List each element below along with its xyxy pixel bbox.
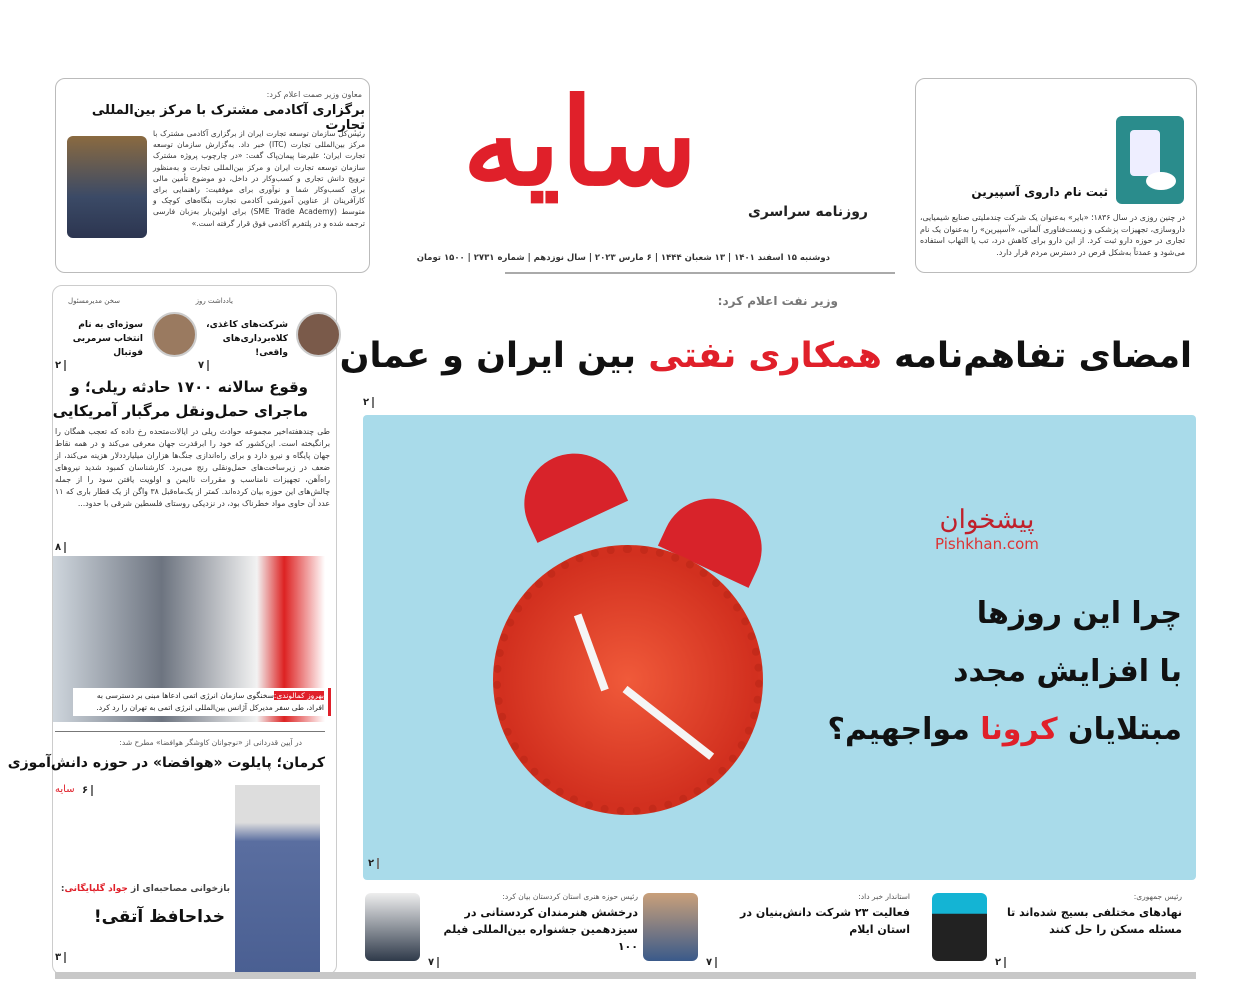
lead-kicker: وزیر نفت اعلام کرد: bbox=[717, 294, 838, 308]
hero-line-3-red: کرونا bbox=[980, 712, 1058, 747]
golpaygani-kicker-b: : bbox=[60, 884, 65, 894]
top-left-body: رئیس‌کل سازمان توسعه تجارت ایران از برگزاری آکادمی مشترک با مرکز بین‌المللی تجارت (ITC) خبر داد. به‌گزارش سازمان توسعه تجارت ایران؛ علیرضا پیمان‌پاک گفت: «در چارچوب پروژه مشترک سازمان توسعه تجارت ایران و مرکز بین‌المللی تجارت و به‌منظور ترویج دانش تجاری و کسب‌وکار در داخل، دو موضوع تأمین مالی برای کسب‌وکار شما و نوآوری برای موفقیت: راهنمایی برای کارآفرینان از عناوین آموزشی آکادمی تجارت بنگاه‌های کوچک و متوسط (SME Trade Academy) برای اولین‌بار به‌زبان فارسی ترجمه شده و در پلتفرم آکادمی فوق قرار گرفته است.» bbox=[153, 129, 365, 228]
kerman-brand: سایه bbox=[55, 784, 75, 795]
top-left-title[interactable]: برگزاری آکادمی مشترک با مرکز بین‌المللی تجارت bbox=[91, 103, 365, 133]
pishkhan-watermark bbox=[935, 505, 1039, 553]
hero-line-2: با افزایش مجدد bbox=[953, 654, 1182, 689]
kerman-kicker: در آیین قدردانی از «نوجوانان کاوشگر هوافضا» مطرح شد: bbox=[119, 738, 302, 747]
footer-bar bbox=[55, 972, 1196, 979]
rail-page: ۸ bbox=[55, 542, 66, 553]
hero-line-3a: مبتلایان bbox=[1057, 712, 1182, 747]
newspaper-logo: سایه bbox=[462, 72, 698, 213]
kamalvandi-text: سخنگوی سازمان انرژی اتمی ادعاها مبنی بر دسترسی به افراد، طی سفر مدیرکل آژانس بین‌المللی انرژی اتمی به تهران را رد کرد. bbox=[96, 691, 324, 712]
bottom-1-kicker: رئیس جمهوری: bbox=[1133, 892, 1182, 901]
president-photo bbox=[932, 893, 987, 961]
art-official-photo bbox=[365, 893, 420, 961]
lead-title-b: بین ایران و عمان bbox=[339, 336, 649, 376]
kerman-page: ۶ bbox=[82, 785, 93, 796]
lead-title-a: امضای تفاهم‌نامه bbox=[881, 336, 1192, 376]
col2-title[interactable]: سوژه‌ای به نام انتخاب سرمربی فوتبال bbox=[72, 320, 143, 358]
col2-page: ۲ bbox=[55, 360, 66, 371]
kamalvandi-name: بهروز کمالوندی: bbox=[273, 691, 324, 700]
bottom-2-page: ۷ bbox=[706, 957, 717, 968]
lead-headline[interactable] bbox=[340, 336, 1192, 376]
col1-title[interactable]: شرکت‌های کاغذی، کلاه‌برداری‌های واقعی! bbox=[206, 320, 288, 358]
dateline: دوشنبه ۱۵ اسفند ۱۴۰۱ | ۱۳ شعبان ۱۴۴۴ | ۶ مارس ۲۰۲۳ | سال نوزدهم | شماره ۲۷۳۱ | ۱۵۰۰ تومان bbox=[416, 253, 830, 263]
newspaper-subtitle: روزنامه سراسری bbox=[748, 204, 868, 220]
kamalvandi-caption bbox=[73, 688, 331, 716]
official-photo bbox=[67, 136, 147, 238]
virus-clock-icon bbox=[493, 545, 763, 815]
hero-line-3b: مواجهیم؟ bbox=[827, 712, 981, 747]
golpaygani-title[interactable]: خداحافظ آتقی! bbox=[93, 907, 225, 927]
hero-headline[interactable] bbox=[828, 585, 1182, 759]
rail-title[interactable]: وقوع سالانه ۱۷۰۰ حادثه ریلی؛ و ماجرای حمل‌ونقل مرگبار آمریکایی bbox=[52, 378, 308, 420]
bottom-3-kicker: رئیس حوزه هنری استان کردستان بیان کرد: bbox=[502, 892, 638, 901]
lead-title-red: همکاری نفتی bbox=[648, 336, 882, 376]
hero-line-1: چرا این روزها bbox=[976, 596, 1182, 631]
watermark-fa: پیشخوان bbox=[939, 505, 1035, 535]
columnist-2-avatar bbox=[152, 312, 197, 357]
hero-page: ۲ bbox=[368, 858, 379, 869]
bottom-1-title[interactable]: نهادهای مختلفی بسیج شده‌اند تا مسئله مسکن را حل کنند bbox=[1006, 906, 1182, 936]
alarm-bell-left bbox=[508, 437, 628, 543]
top-left-kicker: معاون وزیر صمت اعلام کرد: bbox=[266, 90, 362, 99]
hero-line-3 bbox=[828, 701, 1182, 759]
golpaygani-kicker bbox=[61, 884, 230, 894]
rail-body: طی چندهفته‌اخیر مجموعه حوادث ریلی در ایالات‌متحده رخ داده که تعجب همگان را برانگیخته است. این‌کشور که خود را ابرقدرت جهان معرفی می‌کند و در همه نقاط جهان پایگاه و نیرو دارد و برای راه‌اندازی جنگ‌ها هزاران میلیارددلار هزینه می‌کند، از ضعف در زیرساخت‌های حمل‌ونقلی رنج می‌برد. کارشناسان کمبود شدید نیروهای راه‌آهن، تجهیزات نامناسب و مقررات ناایمن و اولویت یافتن سود را از جمله چالش‌های این حوزه بیان کرده‌اند. کمتر از یک‌ماه‌قبل ۳۸ واگن از یک قطار باری که ۱۱ عدد آن حاوی مواد خطرناک بود، در نزدیکی روستای فلسطین شرقی با حدود... bbox=[55, 427, 331, 508]
golpaygani-kicker-a: بازخوانی مصاحبه‌ای از bbox=[127, 884, 230, 894]
col1-page: ۷ bbox=[198, 360, 209, 371]
divider bbox=[55, 731, 325, 732]
golpaygani-page: ۳ bbox=[55, 952, 66, 963]
watermark-en: Pishkhan.com bbox=[935, 535, 1039, 553]
bottom-3-title[interactable]: درخشش هنرمندان کردستانی در سیزدهمین جشنواره بین‌المللی فیلم ۱۰۰ bbox=[443, 906, 638, 953]
golpaygani-photo bbox=[235, 785, 320, 973]
lead-page: ۲ bbox=[363, 397, 374, 408]
columnist-1-avatar bbox=[296, 312, 341, 357]
bottom-3-page: ۷ bbox=[428, 957, 439, 968]
bottom-2-title[interactable]: فعالیت ۲۳ شرکت دانش‌بنیان در استان ایلام bbox=[740, 906, 910, 936]
kerman-title[interactable]: کرمان؛ پایلوت «هوافضا» در حوزه دانش‌آموزی bbox=[7, 755, 325, 771]
aspirin-photo bbox=[1116, 116, 1184, 204]
bottom-1-page: ۲ bbox=[995, 957, 1006, 968]
col1-label: یادداشت روز bbox=[195, 297, 233, 305]
bottom-2-kicker: استاندار خبر داد: bbox=[858, 892, 910, 901]
governor-photo bbox=[643, 893, 698, 961]
masthead-divider bbox=[505, 272, 895, 274]
aspirin-body: در چنین روزی در سال ۱۸۳۶؛ «بایر» به‌عنوان یک شرکت چندملیتی صنایع شیمیایی، داروسازی، تجهیزات پزشکی و زیست‌فناوری آلمانی، «آسپیرین» را به‌عنوان یک نام تجاری در حوزه دارو ثبت کرد. از این دارو برای کاهش درد، تب یا التهاب استفاده می‌شود و عمدتاً به‌شکل قرص در دسترس مردم قرار دارد. bbox=[920, 213, 1185, 257]
col2-label: سخن مدیرمسئول bbox=[68, 297, 120, 305]
golpaygani-kicker-name: جواد گلپایگانی bbox=[64, 884, 128, 894]
aspirin-title[interactable]: ثبت نام داروی آسپیرین bbox=[971, 185, 1108, 199]
